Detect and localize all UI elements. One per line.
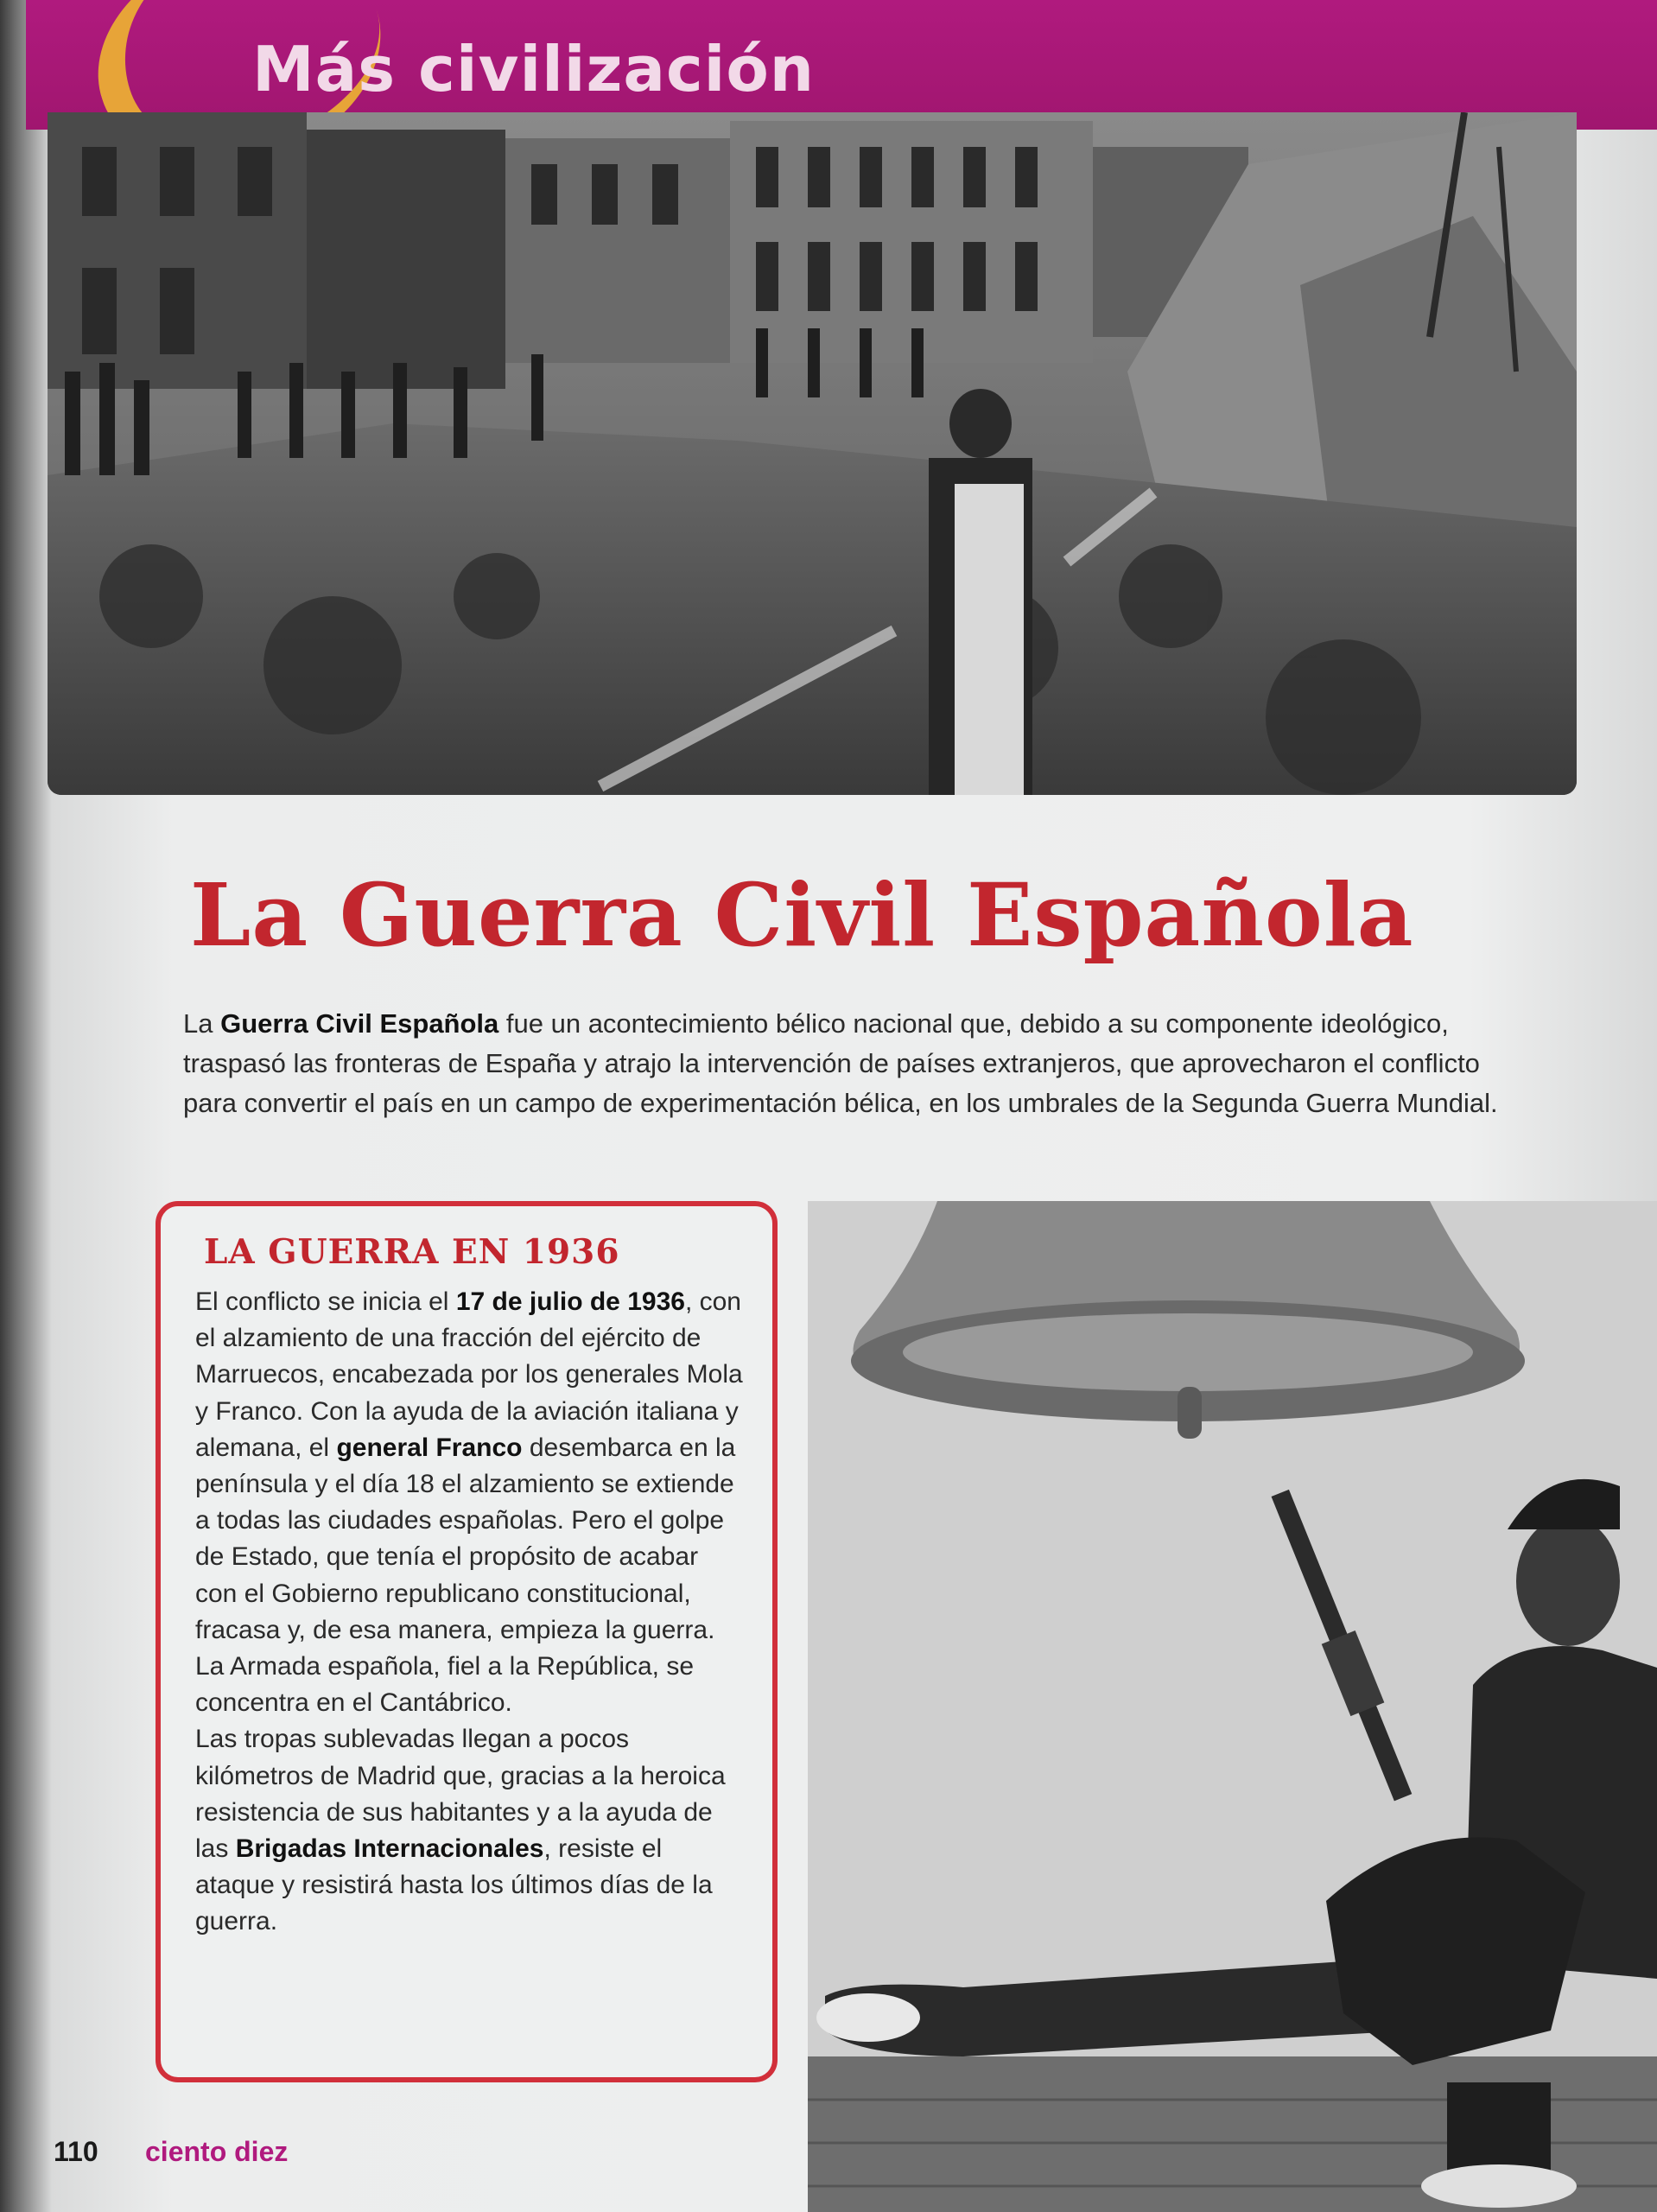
- page-number-words: ciento diez: [145, 2136, 289, 2167]
- box-text: El conflicto se inicia el: [195, 1287, 456, 1316]
- box-bold-term: Brigadas Internacionales: [235, 1834, 544, 1864]
- box-text: , resiste el ataque y resistirá hasta los últimos días de la guerra.: [195, 1834, 713, 1936]
- info-box-paragraph: [195, 1721, 746, 1940]
- bell-militia-photo: [808, 1201, 1657, 2212]
- info-box-title: LA GUERRA EN 1936: [204, 1232, 620, 1272]
- info-box-paragraph: La Armada española, fiel a la República, se concentra en el Cantábrico.: [195, 1652, 695, 1718]
- intro-text: fue un acontecimiento bélico nacional que, debido a su componente ideológico, traspasó las fronteras de España y atrajo la intervención de países extranjeros, que aprovecharon el conflicto para convertir el país en un campo de experimentación bélica, en los umbrales de la Segunda Guerra Mundial.: [183, 1008, 1498, 1118]
- info-box-paragraph: [195, 1284, 746, 1649]
- page-number: 110: [54, 2136, 98, 2167]
- box-text: , con el alzamiento de una fracción del ejército de Marruecos, encabezada por los generales Mola y Franco. Con la ayuda de la aviación italiana y alemana, el: [195, 1287, 743, 1462]
- section-title: Más civilización: [252, 33, 816, 105]
- box-bold-date: 17 de julio de 1936: [455, 1287, 685, 1316]
- article-title: La Guerra Civil Española: [190, 864, 1414, 966]
- intro-bold-term: Guerra Civil Española: [220, 1008, 499, 1039]
- ruins-photo: [48, 112, 1577, 795]
- intro-paragraph: [183, 1004, 1505, 1123]
- box-bold-name: general Franco: [336, 1433, 523, 1462]
- box-text: desembarca en la península y el día 18 el alzamiento se extiende a todas las ciudades españolas. Pero el golpe de Estado, que tenía el propósito de acabar con el Gobierno republicano constitucional, fracasa y, de esa manera, empieza la guerra.: [195, 1433, 736, 1644]
- box-text: Las tropas sublevadas llegan a pocos kilómetros de Madrid que, gracias a la heroica resistencia de sus habitantes y a la ayuda de las: [195, 1725, 726, 1864]
- intro-text: La: [183, 1008, 221, 1039]
- info-box: [156, 1201, 778, 2082]
